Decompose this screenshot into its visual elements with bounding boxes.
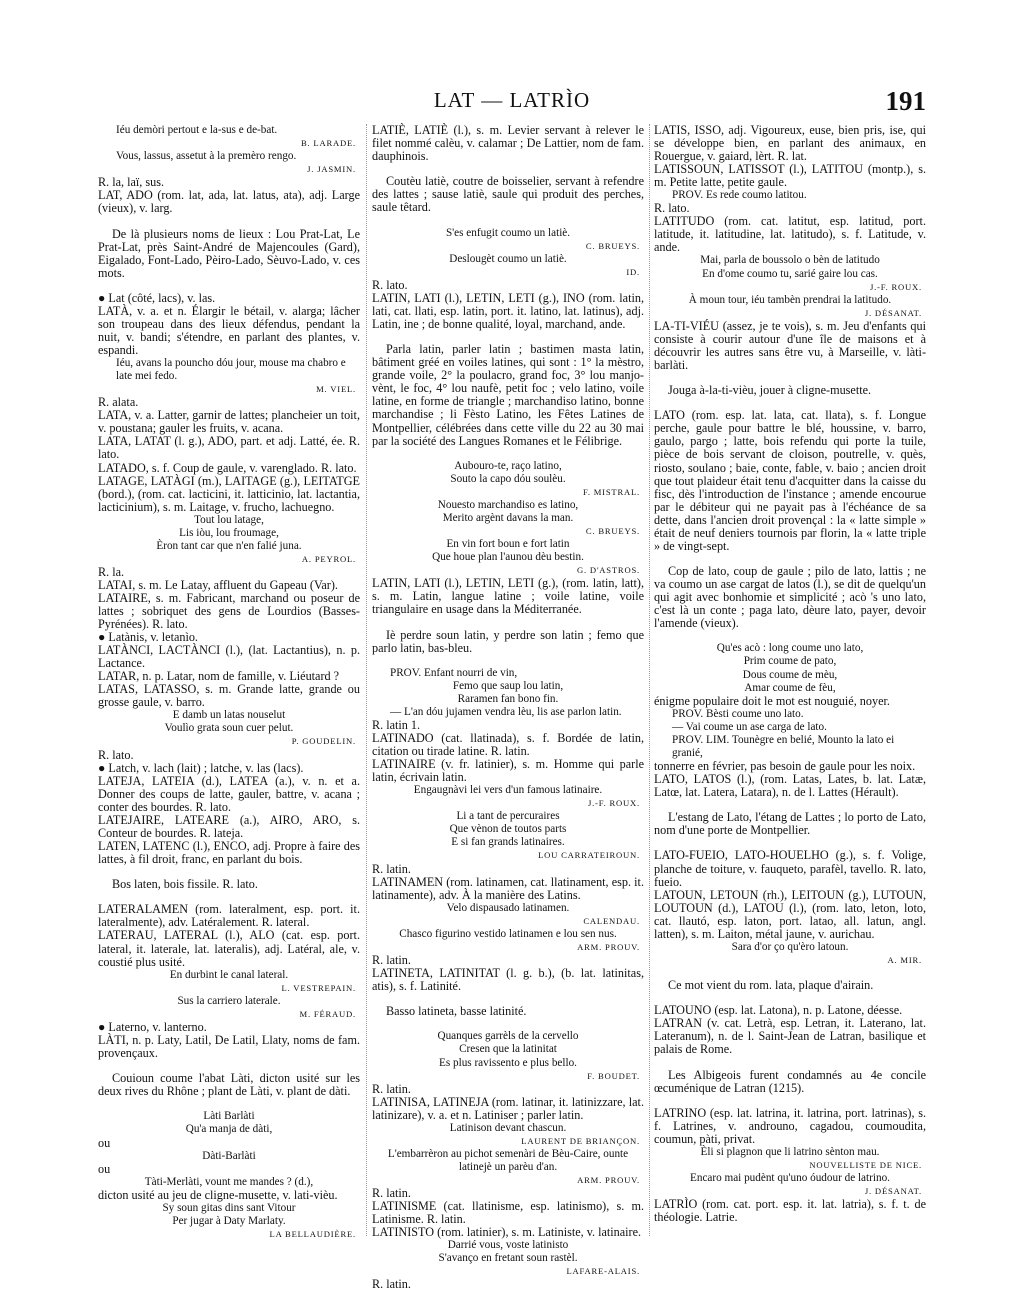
dictionary-entry: LATRÌO (rom. cat. port. esp. it. lat. latria), s. f. t. de théologie. Latrie.: [654, 1197, 926, 1225]
dictionary-entry: ou: [98, 1161, 111, 1176]
quotation-line: En d'ome coumo tu, sarié gaire lou cas.: [702, 267, 878, 280]
dictionary-entry: LATOUNO (esp. lat. Latona), n. p. Latone, déesse.: [654, 1003, 903, 1018]
quotation-line: Es plus ravissento e plus bello.: [439, 1056, 577, 1069]
quotation-line: Dous coume de mèu,: [742, 668, 838, 681]
citation-source: G. D'ASTROS.: [577, 565, 640, 576]
quotation-line: Deslougèt coumo un latiè.: [449, 252, 567, 265]
citation-source: B. LARADE.: [300, 138, 356, 149]
dictionary-entry: LATINADO (cat. llatinada), s. f. Bordée de latin, citation ou tirade latine. R. latin.: [372, 731, 644, 759]
dictionary-entry: R. latin 1.: [372, 718, 421, 732]
column-divider: [649, 124, 650, 1236]
quotation-line: Engaugnàvi lei vers d'un famous latinaire.: [413, 784, 603, 797]
citation-source: C. BRUEYS.: [585, 526, 640, 537]
dictionary-entry: R. latin.: [372, 1277, 411, 1291]
citation-source: LA BELLAUDIÈRE.: [269, 1228, 356, 1239]
dictionary-entry: LATINETA, LATINITAT (l. g. b.), (b. lat. latinitas, atis), s. f. Latinité.: [372, 965, 644, 993]
quotation-line: Encaro mai pudènt qu'uno óudour de latrino.: [690, 1172, 890, 1185]
citation-source: M. VIEL.: [316, 384, 356, 395]
quotation-line: S'avanço en fretant soun rastèl.: [438, 1252, 578, 1265]
dictionary-entry: LATIN, LATI (l.), LETIN, LETI (g.), (rom. latin, latt), s. m. Latin, langue latine ; voile latine, voile triangulaire en usage dans la Méditerranée.: [372, 576, 644, 617]
dictionary-entry: LATAR, n. p. Latar, nom de famille, v. Liéutard ?: [98, 669, 340, 684]
citation-source: LAFARE-ALAIS.: [566, 1266, 640, 1277]
quotation-line: Li a tant de percuraires: [456, 810, 560, 823]
dictionary-entry: LATERAU, LATERAL (l.), ALO (cat. esp. port. lateral, it. laterale, lat. lateralis), adj. Latéral, ale, v. coustié plus usité.: [98, 928, 360, 969]
dictionary-entry: R. lato.: [372, 277, 408, 292]
citation-source: ARM. PROUV.: [577, 941, 640, 952]
dictionary-entry: ● Laterno, v. lanterno.: [98, 1019, 207, 1034]
citation-source: J. DÉSANAT.: [864, 1186, 922, 1197]
dictionary-entry: LÀTI, n. p. Laty, Latil, De Latil, Llaty, noms de fam. provençaux.: [98, 1032, 360, 1060]
page-number: 191: [885, 86, 926, 116]
dictionary-entry: Parla latin, parler latin ; bastimen masta latin, bâtiment gréé en voiles latines, qui sont : 1° la mèstro, grande voile, 2° la poulacro, grand foc, 3° lou manjo-vènt, le foc, 4° lou naufè, petit foc ; velo latino, voile latine, en forme de triangle ; marchandiso latino, bonne marchandise ; li Fèsto Latino, les Fêtes Latines de Montpellier, célébrées dans cette ville du 22 au 30 mai par la société des Langues Romanes et le Félibrige.: [372, 342, 644, 448]
quotation-line: PROV. LIM. Tounègre en belié, Mounto la lato ei granié,: [672, 733, 895, 759]
citation-source: LOU CARRATEIROUN.: [538, 850, 640, 861]
dictionary-entry: R. lato.: [98, 747, 134, 762]
dictionary-entry: dicton usité au jeu de cligne-musette, v. lati-vièu.: [98, 1187, 338, 1202]
quotation-line: Sy soun gitas dins sant Vitour: [162, 1201, 296, 1214]
quotation-line: PROV. Enfant nourri de vin,: [390, 666, 518, 679]
dictionary-entry: LATIS, ISSO, adj. Vigoureux, euse, bien pris, ise, qui se développe bien, en parlant des animaux, en Rouergue, v. gaiard, lèrt. R. lat.: [654, 123, 926, 164]
dictionary-entry: LATRINO (esp. lat. latrina, it. latrina, port. latrinas), s. f. Latrines, v. androuno, cagadou, coumoudita, coumun, pàti, privat.: [654, 1105, 926, 1147]
dictionary-entry: LATISSOUN, LATISSOT (l.), LATITOU (montp.), s. m. Petite latte, petite gaule.: [654, 162, 926, 190]
citation-source: A. MIR.: [887, 954, 922, 965]
quotation-line: Prim coume de pato,: [743, 655, 837, 668]
dictionary-entry: ● Latànis, v. letanìo.: [98, 630, 198, 645]
dictionary-entry: LATINAMEN (rom. latinamen, cat. llatinament, esp. it. latinamente), adv. À la manière des Latins.: [372, 874, 644, 902]
dictionary-entry: R. latin.: [372, 1185, 411, 1200]
quotation-line: PROV. Bèsti coume uno lato.: [672, 707, 804, 720]
dictionary-entry: énigme populaire doit le mot est nouguié, noyer.: [654, 693, 890, 708]
dictionary-entry: LATAI, s. m. Le Latay, affluent du Gapeau (Var).: [98, 577, 338, 592]
quotation-line: Lis iòu, lou froumage,: [179, 526, 279, 539]
citation-source: J. JASMIN.: [307, 164, 356, 175]
quotation-line: Que houe plan l'aunou dèu bestin.: [432, 551, 584, 564]
dictionary-entry: Cop de lato, coup de gaule ; pilo de lato, lattis ; ne va coumo un ase cargat de latos (l.), se dit de quelqu'un qui agit avec bonhomie et simplicité ; acò 's uno lato, c'est là un conte ; paga lato, dèure lato, payer, devoir l'amende (vieux).: [654, 564, 926, 631]
quotation-line: Quanques garrèls de la cervello: [437, 1030, 579, 1043]
dictionary-entry: LATEJA, LATEIA (d.), LATEA (a.), v. n. et a. Donner des coups de latte, gauler, battre, v. acana ; conter des bourdes. R. lato.: [98, 773, 360, 814]
dictionary-entry: LATIN, LATI (l.), LETIN, LETI (g.), INO (rom. latin, lati, cat. llati, esp. latin, port. it. latino, lat. latinus), adj. Latin, ine ; de bonne qualité, loyal, marchand, ande.: [372, 290, 644, 331]
citation-source: P. GOUDELIN.: [291, 736, 356, 747]
quotation-line: Velo dispausado latinamen.: [446, 901, 570, 914]
quotation-line: Èron tant car que n'en falié juna.: [156, 539, 302, 552]
quotation-line: En vin fort boun e fort latin: [446, 538, 570, 551]
dictionary-entry: LATEJAIRE, LATEARE (a.), AIRO, ARO, s. Conteur de bourdes. R. lateja.: [98, 812, 360, 840]
quotation-line: Iéu demòri pertout e la-sus e de-bat.: [116, 124, 278, 136]
page-title: LAT — LATRÌO: [433, 88, 591, 112]
quotation-line: Qu'a manja de dàti,: [185, 1123, 273, 1136]
dictionary-entry: LATERALAMEN (rom. lateralment, esp. port. it. lateralmente), adv. Latéralement. R. lateral.: [98, 902, 360, 930]
dictionary-entry: R. latin.: [372, 952, 411, 967]
quotation-line: Qu'es acò : long coume uno lato,: [716, 642, 864, 655]
quotation-line: PROV. Es rede coumo latitou.: [672, 189, 807, 202]
quotation-line: Iéu, avans la pouncho dóu jour, mouse ma chabro e late mei fedo.: [116, 357, 346, 383]
quotation-line: Voulìo grata soun cuer pelut.: [164, 722, 294, 735]
quotation-line: Aubouro-te, raço latino,: [454, 459, 562, 472]
quotation-line: Tout lou latage,: [194, 513, 264, 526]
dictionary-entry: LATAS, LATASSO, s. m. Grande latte, grande ou grosse gaule, v. barro.: [98, 682, 360, 710]
dictionary-entry: Iè perdre soun latin, y perdre son latin ; femo que parlo latin, bas-bleu.: [372, 627, 644, 655]
dictionary-entry: Basso latineta, basse latinité.: [386, 1004, 527, 1019]
dictionary-entry: R. latin.: [372, 861, 411, 876]
dictionary-entry: LATIÈ, LATIÈ (l.), s. m. Levier servant à relever le filet nommé calèu, v. calamar ; De Lattier, nom de fam. dauphinois.: [372, 123, 644, 164]
dictionary-entry: De là plusieurs noms de lieux : Lou Prat-Lat, Le Prat-Lat, près Saint-André de Majencoules (Gard), Eigalado, Font-Lado, Pèiro-Lado, Sèuvo-Lado, v. ces mots.: [98, 226, 360, 280]
dictionary-entry: R. latin.: [372, 1081, 411, 1096]
quotation-line: Femo que saup lou latin,: [452, 679, 564, 692]
dictionary-entry: LAT, ADO (rom. lat, ada, lat. latus, ata), adj. Large (vieux), v. larg.: [98, 188, 360, 216]
quotation-line: E si fan grands latinaires.: [451, 836, 565, 849]
citation-source: CALENDAU.: [583, 915, 640, 926]
quotation-line: S'es enfugit coumo un latiè.: [445, 226, 571, 239]
quotation-line: Amar coume de fèu,: [744, 681, 836, 694]
citation-source: J.-F. ROUX.: [587, 798, 640, 809]
quotation-line: À moun tour, iéu tambèn prendrai la latitudo.: [688, 293, 892, 306]
quotation-line: Latinison devant chascun.: [449, 1121, 567, 1134]
dictionary-entry: ou: [98, 1135, 111, 1150]
column-divider: [366, 124, 367, 1236]
quotation-line: — Vai coume un ase carga de lato.: [672, 720, 827, 733]
quotation-line: Tàti-Merlàti, vount me mandes ? (d.),: [144, 1175, 314, 1188]
dictionary-entry: LATINAIRE (v. fr. latinier), s. m. Homme qui parle latin, écrivain latin.: [372, 757, 644, 785]
quotation-line: — L'an dóu jujamen vendra lèu, lis ase parlon latin.: [390, 705, 622, 718]
dictionary-entry: Les Albigeois furent condamnés au 4e concile œcuménique de Latran (1215).: [654, 1067, 926, 1095]
citation-source: J.-F. ROUX.: [869, 281, 922, 292]
dictionary-entry: Coutèu latiè, coutre de boisselier, servant à refendre des lattes ; sause latiè, saule qui produit des perches, saule têtard.: [372, 174, 644, 215]
dictionary-entry: L'estang de Lato, l'étang de Lattes ; lo porto de Lato, nom d'une porte de Montpellier.: [654, 810, 926, 838]
quotation-line: Que vènon de toutos parts: [449, 823, 567, 836]
quotation-line: Chasco figurino vestido latinamen e lou sen nus.: [399, 927, 617, 940]
column-middle: [372, 123, 644, 1291]
quotation-line: Nouesto marchandiso es latino,: [437, 498, 579, 511]
citation-source: J. DÉSANAT.: [864, 307, 922, 318]
quotation-line: Làti Barlàti: [203, 1110, 255, 1123]
dictionary-entry: LATÀNCI, LACTÀNCI (l.), (lat. Lactantius), n. p. Lactance.: [98, 643, 360, 671]
citation-source: L. VESTREPAIN.: [281, 982, 356, 993]
dictionary-entry: LATITUDO (rom. cat. latitut, esp. latitud, port. latitude, it. latitudine, lat. latitudo), s. f. Latitude, v. ande.: [654, 214, 926, 255]
column-left: [98, 124, 360, 1239]
quotation-line: Darrié vous, voste latinisto: [447, 1239, 569, 1252]
citation-source: C. BRUEYS.: [585, 240, 640, 251]
dictionary-entry: Couioun coume l'abat Làti, dicton usité sur les deux rives du Rhône ; plant de Làti, v. plant de dàti.: [98, 1071, 360, 1099]
quotation-line: L'embarrèron au pichot semenàri de Bèu-Caire, ounte latinejè un parèu d'an.: [387, 1147, 629, 1173]
dictionary-entry: tonnerre en février, pas besoin de gaule pour les noix.: [654, 758, 916, 773]
dictionary-entry: LATADO, s. f. Coup de gaule, v. varenglado. R. lato.: [98, 460, 357, 475]
quotation-line: Èli si plagnon que li latrino sènton mau.: [700, 1146, 880, 1159]
citation-source: ID.: [626, 266, 640, 277]
quotation-line: Mai, parla de boussolo o bèn de latitudo: [700, 254, 880, 267]
dictionary-entry: LATO-FUEIO, LATO-HOUELHO (g.), s. f. Volige, planche de toiture, v. fauqueto, parafèl, tavello. R. lato, fueio.: [654, 848, 926, 889]
dictionary-entry: LATAGE, LATÀGI (m.), LAITAGE (g.), LEITATGE (bord.), (rom. cat. lacticini, it. latticinio, lat. lactantia, lacticinium), s. m. Laitage, v. frucho, lachuegno.: [98, 473, 360, 514]
quotation-line: Merito argènt davans la man.: [442, 511, 574, 524]
dictionary-entry: LATA, v. a. Latter, garnir de lattes; plancheier un toit, v. poustana; gauler les fruits, v. acana.: [98, 408, 360, 436]
citation-source: ARM. PROUV.: [577, 1174, 640, 1185]
dictionary-entry: Jouga à-la-ti-vièu, jouer à cligne-musette.: [668, 383, 872, 398]
dictionary-entry: LATA, LATAT (l. g.), ADO, part. et adj. Latté, ée. R. lato.: [98, 434, 360, 462]
dictionary-entry: Bos laten, bois fissile. R. lato.: [112, 877, 258, 892]
dictionary-entry: Ce mot vient du rom. lata, plaque d'airain.: [668, 978, 874, 993]
quotation-line: Souto la capo dóu soulèu.: [450, 472, 566, 485]
dictionary-entry: LATÀ, v. a. et n. Élargir le bétail, v. alarga; lâcher son troupeau dans des lieux défendus, pendant la nuit, v. bandi; s'étendre, en parlant des plantes, v. espandi.: [98, 303, 360, 358]
dictionary-entry: R. la.: [98, 564, 125, 579]
citation-source: A. PEYROL.: [301, 553, 356, 564]
citation-source: NOUVELLISTE DE NICE.: [809, 1160, 922, 1171]
dictionary-entry: R. alata.: [98, 395, 139, 410]
dictionary-entry: LATINISTO (rom. latinier), s. m. Latiniste, v. latinaire.: [372, 1225, 642, 1240]
quotation-line: Sus la carriero laterale.: [177, 994, 281, 1007]
quotation-line: Sara d'or ço qu'èro latoun.: [731, 940, 849, 953]
quotation-line: Raramen fan bono fin.: [457, 692, 559, 705]
dictionary-entry: LATRAN (v. cat. Letrà, esp. Letran, it. Laterano, lat. Lateranum), n. de l. Saint-Jean de Latran, basilique et palais de Rome.: [654, 1016, 926, 1057]
citation-source: M. FÉRAUD.: [299, 1008, 356, 1019]
quotation-line: Per jugar à Daty Marlaty.: [172, 1214, 286, 1227]
quotation-line: En durbint le canal lateral.: [169, 968, 289, 981]
citation-source: F. MISTRAL.: [582, 486, 640, 497]
quotation-line: Cresen que la latinitat: [459, 1043, 557, 1056]
dictionary-entry: LATINISME (cat. llatinisme, esp. latinismo), s. m. Latinisme. R. latin.: [372, 1199, 644, 1227]
quotation-line: Vous, lassus, assetut à la premèro rengo.: [116, 150, 297, 163]
dictionary-entry: ● Lat (côté, lacs), v. las.: [98, 290, 216, 305]
dictionary-entry: LATO (rom. esp. lat. lata, cat. llata), s. f. Longue perche, gaule pour battre le blé, houssine, v. barro, gaulo, pargo ; latte, bois refendu qui porte la tuile, pièce de bois servant de cloison, poutrelle, v. quès, riosto, soulano ; baie, conte, fable, v. baio ; ancien droit que tout plaideur était tenu d'acquitter dans la caisse du fisc, dès l'introduction de l'instance ; amende encourue par le débiteur qui ne payait pas à l'échéance de sa dette, dans l'ancien droit provençal : la « latte simple » était de neuf deniers tournois par florin, la « latte triple » de vingt-sept.: [654, 408, 926, 553]
citation-source: F. BOUDET.: [587, 1070, 640, 1081]
dictionary-entry: ● Latch, v. lach (lait) ; latche, v. las (lacs).: [98, 760, 304, 775]
dictionary-entry: LATEN, LATENC (l.), ENCO, adj. Propre à faire des lattes, à fil droit, franc, en parlant du bois.: [98, 838, 360, 866]
dictionary-entry: LATAIRE, s. m. Fabricant, marchand ou poseur de lattes ; sobriquet des gens de Lourdios (Basses-Pyrénées). R. lato.: [98, 590, 360, 632]
quotation-line: Dàti-Barlàti: [202, 1149, 256, 1162]
dictionary-entry: LATO, LATOS (l.), (rom. Latas, Lates, b. lat. Latæ, Latœ, lat. Latera, Latara), n. de l. Lattes (Hérault).: [654, 771, 926, 799]
dictionary-entry: LA-TI-VIÉU (assez, je te vois), s. m. Jeu d'enfants qui consiste à courir autour d'une île de maisons et à découvrir les autres sans être vu, à Marseille, v. làti-barlàti.: [654, 318, 926, 372]
dictionary-entry: R. lato.: [654, 201, 690, 216]
column-right: [654, 124, 926, 1236]
dictionary-entry: R. la, laï, sus.: [98, 175, 165, 190]
page-header: [0, 88, 1024, 128]
dictionary-entry: LATOUN, LETOUN (rh.), LEITOUN (g.), LUTOUN, LOUTOUN (d.), LATOU (l.), (rom. lato, leton, loto, cat. llautó, esp. laton, port. latao, all. latun, angl. latten), s. m. Laiton, métal jaune, v. aurichau.: [654, 887, 926, 941]
citation-source: LAURENT DE BRIANÇON.: [521, 1135, 640, 1146]
quotation-line: E damb un latas nouselut: [172, 709, 286, 722]
dictionary-entry: LATINISA, LATINEJA (rom. latinar, it. latinizzare, lat. latinizare), v. a. et n. Latiniser ; parler latin.: [372, 1094, 644, 1122]
